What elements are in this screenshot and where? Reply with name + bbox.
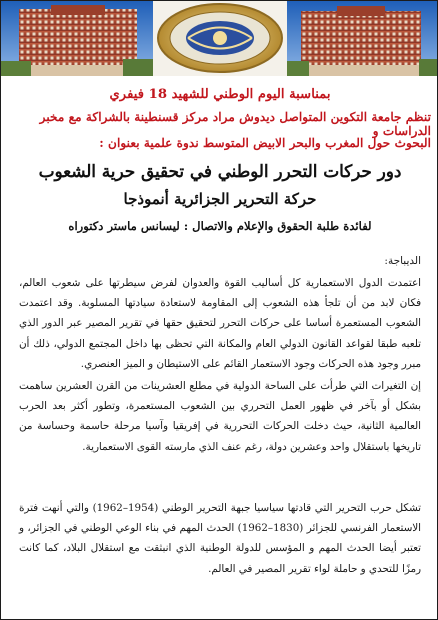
announcement-line-seminar: البحوث حول المغرب والبحر الابيض المتوسط ندوة علمية بعنوان : bbox=[99, 136, 431, 150]
target-audience: لفائدة طلبة الحقوق والإعلام والاتصال : ليسانس ماستر دكتوراه bbox=[68, 219, 372, 233]
body-paragraph-3: تشكل حرب التحرير التي قادتها سياسيا جبهة التحرير الوطني (1954–1962) والتي أنهت فترة الاستعمار الفرنسي للجزائر (1830–1962) الحدث المهم في بناء الوعي الوطني في الجزائر، و تعتبر أيضا الحدث المهم و المؤسس للدولة الوطنية الذي انبثقت مع استقلال البلاد، كما كانت رمزًا للتحدي و حاملة لواء تقرير المصير في العالم. bbox=[19, 502, 421, 575]
preamble-heading: الديباجة: bbox=[384, 255, 421, 267]
body-paragraph-1: اعتمدت الدول الاستعمارية كل أساليب القوة والعدوان لفرض سيطرتها على شعوب العالم، فكان لابد من أن تلجأ هذه الشعوب إلى المقاومة لاستعادة سيادتها المسلوبة. وقد اعتمدت الشعوب المستعمرة أساسا على حركات التحرر لتحقيق حقها في تقرير المصير عبر الدور الذي تلعبه طبقا لقواعد القانون الدولي العام والمكانة التي تحظى بها داخل المجتمع الدولي، ذلك أن مبرر وجود هذه الحركات وجود الاستعمار القائم على الاستيطان و الميز العنصري. bbox=[19, 277, 421, 370]
university-building-photo-right bbox=[287, 1, 438, 76]
header-banner-graphic bbox=[1, 1, 438, 76]
announcement-line-occasion: بمناسبة اليوم الوطني للشهيد 18 فيفري bbox=[109, 87, 331, 102]
announcement-line-organizers: تنظم جامعة التكوين المتواصل ديدوش مراد مركز قسنطينة بالشراكة مع مخبر الدراسات و bbox=[39, 110, 431, 138]
seminar-title: دور حركات التحرر الوطني في تحقيق حرية الشعوب bbox=[38, 161, 402, 181]
university-emblem-logo bbox=[153, 1, 287, 76]
header-banner bbox=[1, 1, 438, 76]
body-paragraph-2: إن التغيرات التي طرأت على الساحة الدولية في مطلع العشرينات من القرن العشرين ساهمت بشكل أو بآخر في ظهور العمل التحرري بين الشعوب المستعمرة، وتطور أكثر بعد الحرب العالمية الثانية، حيث دخلت الحركات التحررية في إفريقيا وآسيا مرحلة حاسمة وحساسة من تاريخها باستقلال واحد وعشرين دولة، رغم عنف الذي مارسته القوى الاستعمارية. bbox=[19, 380, 421, 453]
university-building-photo-left bbox=[1, 1, 153, 76]
seminar-subtitle: حركة التحرير الجزائرية أنموذجا bbox=[123, 190, 317, 208]
